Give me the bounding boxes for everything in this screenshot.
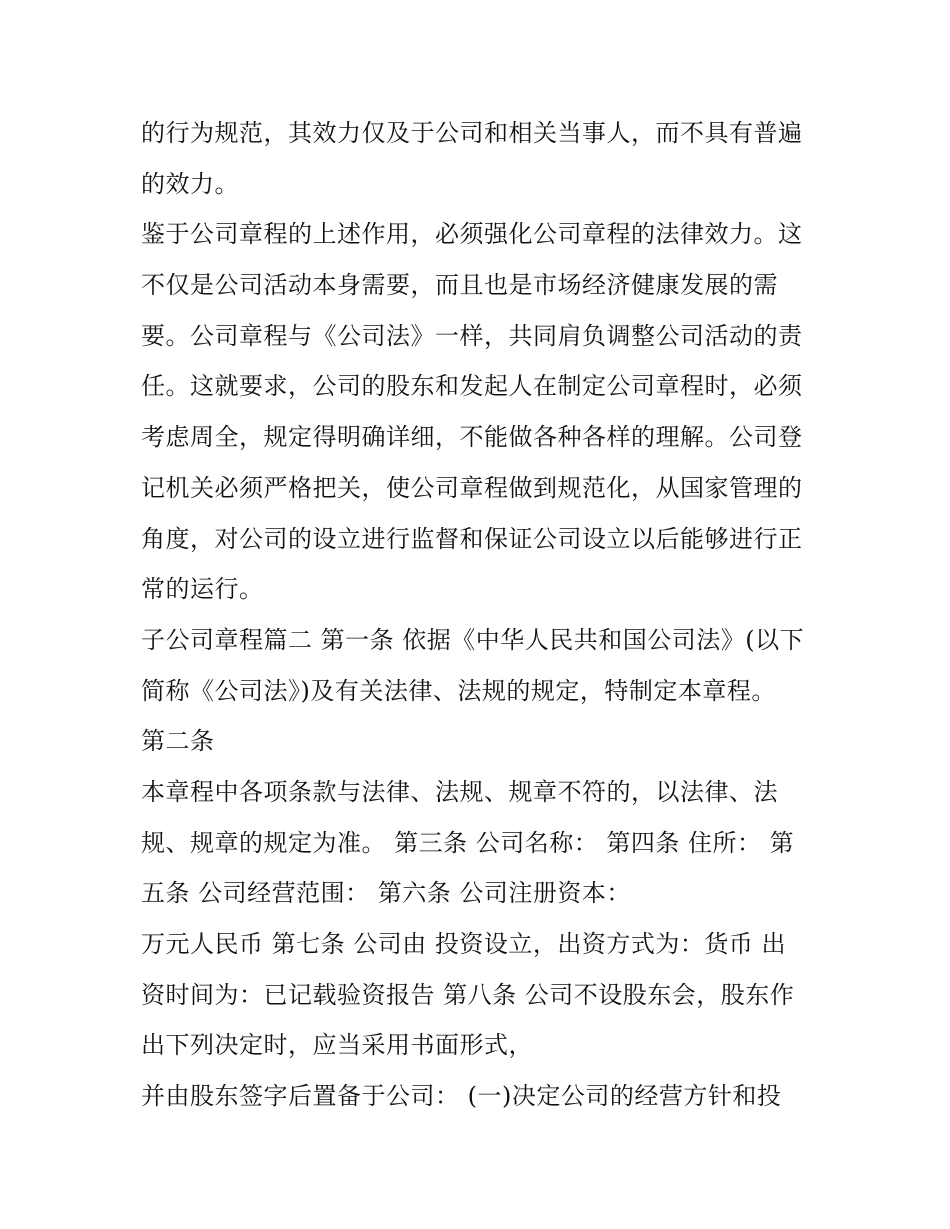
text-line: 规、规章的规定为准。 第三条 公司名称： 第四条 住所： 第	[141, 828, 795, 857]
text-line: 简称《公司法》)及有关法律、法规的规定，特制定本章程。	[141, 676, 776, 705]
text-line: 第二条	[141, 727, 215, 756]
text-line: 要。公司章程与《公司法》一样，共同肩负调整公司活动的责	[141, 321, 803, 350]
text-line: 任。这就要求，公司的股东和发起人在制定公司章程时，必须	[141, 372, 803, 401]
text-line: 角度，对公司的设立进行监督和保证公司设立以后能够进行正	[141, 524, 803, 553]
text-line: 不仅是公司活动本身需要，而且也是市场经济健康发展的需	[141, 271, 778, 300]
body-text	[141, 108, 821, 1122]
text-line: 五条 公司经营范围： 第六条 公司注册资本：	[141, 879, 631, 908]
text-line: 本章程中各项条款与法律、法规、规章不符的，以法律、法	[141, 777, 778, 806]
text-line: 资时间为：已记载验资报告 第八条 公司不设股东会，股东作	[141, 980, 795, 1009]
text-line: 记机关必须严格把关，使公司章程做到规范化，从国家管理的	[141, 473, 803, 502]
text-line: 考虑周全，规定得明确详细，不能做各种各样的理解。公司登	[141, 423, 803, 452]
text-line: 并由股东签字后置备于公司： (一)决定公司的经营方针和投	[141, 1082, 782, 1111]
text-line: 的效力。	[141, 169, 239, 198]
text-line: 鉴于公司章程的上述作用，必须强化公司章程的法律效力。这	[141, 220, 803, 249]
text-line: 的行为规范，其效力仅及于公司和相关当事人，而不具有普遍	[141, 119, 803, 147]
text-line: 子公司章程篇二 第一条 依据《中华人民共和国公司法》(以下	[141, 625, 805, 654]
text-line: 万元人民币 第七条 公司由 投资设立，出资方式为：货币 出	[141, 930, 787, 958]
text-line: 出下列决定时，应当采用书面形式，	[141, 1031, 533, 1060]
text-line: 常的运行。	[141, 575, 264, 604]
